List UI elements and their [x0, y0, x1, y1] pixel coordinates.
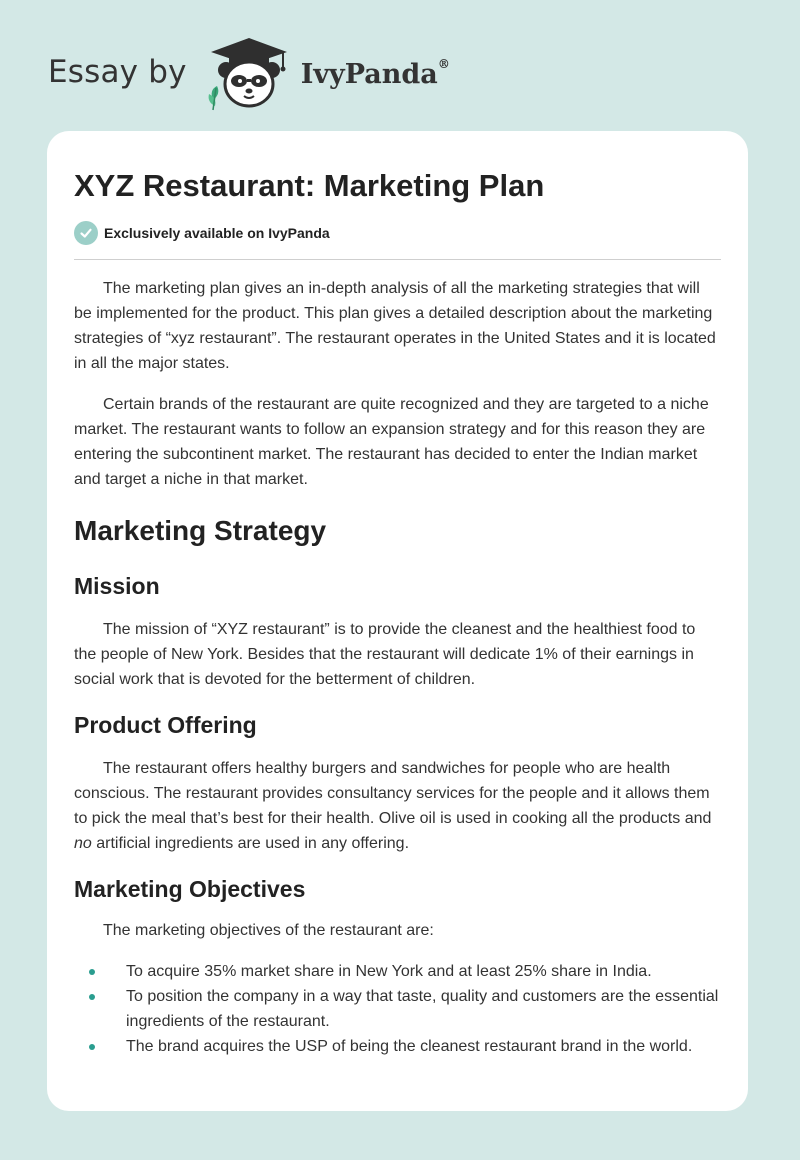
brand-prefix: Essay by: [48, 54, 187, 90]
subheading-marketing-objectives: Marketing Objectives: [74, 876, 306, 902]
essay-card: [47, 131, 748, 1111]
intro-paragraph-1: The marketing plan gives an in-depth analysis of all the marketing strategies that will be implemented for the product. This plan gives a detailed description about the marketing strategies of “xyz restaurant”. The restaurant operates in the United States and it is located in all the major states.: [74, 280, 716, 372]
title-divider: [74, 259, 721, 260]
exclusive-badge: [74, 221, 721, 245]
list-item: To position the company in a way that taste, quality and customers are the essential ingredients of the restaurant.: [74, 984, 721, 1034]
subheading-mission: Mission: [74, 573, 160, 599]
bullet-icon: [89, 1044, 95, 1050]
page-title: XYZ Restaurant: Marketing Plan: [74, 168, 545, 203]
section-heading-marketing-strategy: Marketing Strategy: [74, 515, 327, 546]
panda-logo-icon[interactable]: [199, 32, 299, 112]
check-icon: [74, 221, 98, 245]
bullet-icon: [89, 994, 95, 1000]
exclusive-label: Exclusively available on IvyPanda: [104, 225, 330, 241]
product-paragraph: The restaurant offers healthy burgers and sandwiches for people who are health conscious. The restaurant provides consultancy services for the people and it allows them to pick the meal that’s best for their health. Olive oil is used in cooking all the products and no artificial ingredients are used in any offering.: [74, 760, 712, 852]
brand-name: IvyPanda®: [300, 56, 450, 90]
list-item: The brand acquires the USP of being the cleanest restaurant brand in the world.: [74, 1034, 721, 1059]
list-item: To acquire 35% market share in New York and at least 25% share in India.: [74, 959, 721, 984]
brand-header: [48, 32, 450, 112]
emphasis-no: no: [74, 835, 92, 852]
mission-paragraph: The mission of “XYZ restaurant” is to provide the cleanest and the healthiest food to the people of New York. Besides that the restaurant will dedicate 1% of their earnings in social work that is devoted for the betterment of children.: [74, 621, 696, 688]
subheading-product-offering: Product Offering: [74, 712, 257, 738]
objectives-intro: The marketing objectives of the restaurant are:: [103, 922, 434, 939]
bullet-icon: [89, 969, 95, 975]
intro-paragraph-2: Certain brands of the restaurant are quite recognized and they are targeted to a niche market. The restaurant wants to follow an expansion strategy and for this reason they are entering the subcontinent market. The restaurant has decided to enter the Indian market and target a niche in that market.: [74, 396, 709, 488]
objectives-list: [74, 959, 721, 1059]
